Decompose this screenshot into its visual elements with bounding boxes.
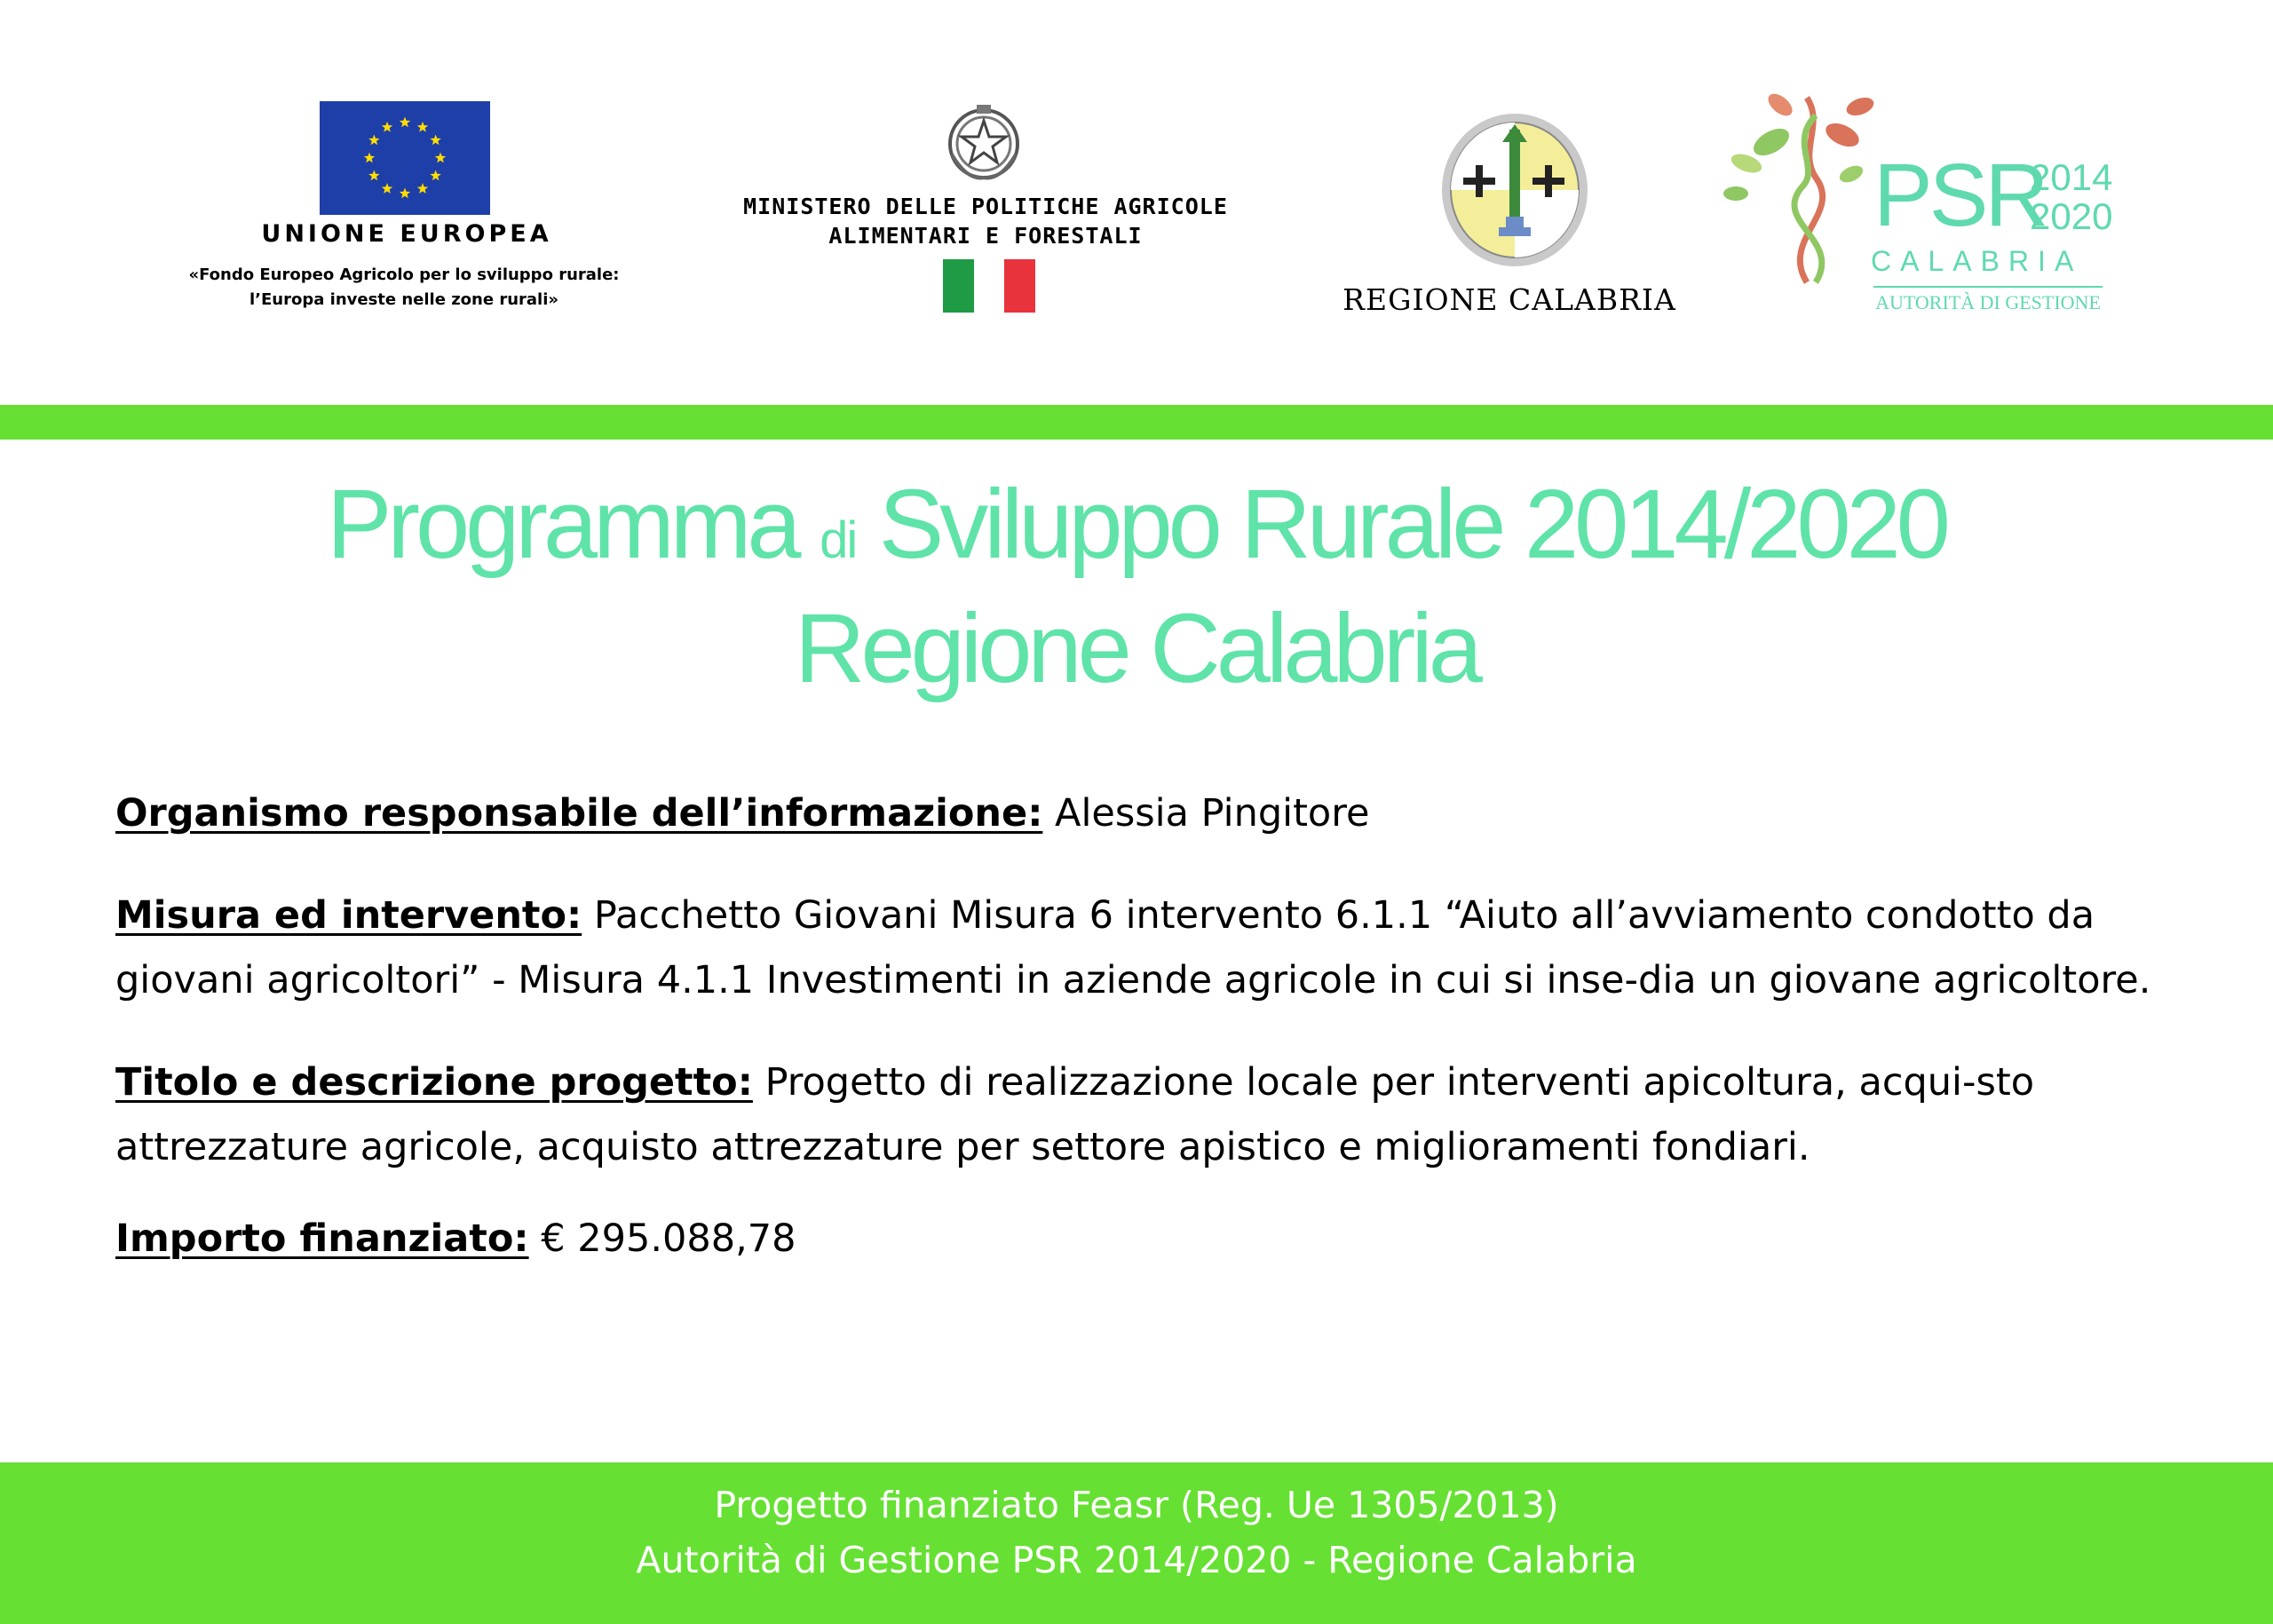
detail-value: Pacchetto Giovani Misura 6 intervento 6.1.1 “Aiuto all’avviamento condotto da giovani agricoltori” - Misura 4.1.1 Investimenti in aziende agricole in cui si inse-dia un giovane agricoltore. [115, 893, 2151, 1002]
eu-motto-line-1: «Fondo Europeo Agricolo per lo sviluppo rurale: [188, 265, 620, 284]
psr-mark: PSR [1873, 146, 2046, 245]
eu-star-icon [435, 153, 446, 163]
region-name: REGIONE CALABRIA [1342, 282, 1676, 317]
eu-star-icon [368, 170, 379, 181]
detail-measure [115, 883, 2158, 1013]
title-line-1 [0, 471, 2273, 595]
footer-line-2: Autorità di Gestione PSR 2014/2020 - Regione Calabria [636, 1539, 1637, 1581]
detail-amount [115, 1207, 2158, 1271]
calabria-crest-icon [1440, 112, 1589, 268]
top-green-band [0, 405, 2273, 440]
psr-authority: AUTORITÀ DI GESTIONE [1875, 291, 2101, 313]
detail-value: € 295.088,78 [528, 1216, 796, 1261]
footer-text [0, 1477, 2273, 1588]
title-part-1: Programma [327, 470, 797, 579]
eu-star-icon [430, 135, 440, 146]
psr-logo [1718, 89, 2144, 329]
detail-responsible-body [115, 781, 2158, 846]
eu-star-icon [382, 122, 392, 132]
eu-star-icon [364, 153, 375, 163]
psr-region: CALABRIA [1871, 245, 2083, 277]
psr-divider [1873, 286, 2103, 288]
page-title [0, 471, 2273, 703]
logo-header [0, 0, 2273, 404]
eu-star-icon [430, 170, 440, 181]
footer-line-1: Progetto finanziato Feasr (Reg. Ue 1305/2013) [714, 1484, 1559, 1526]
detail-label: Misura ed intervento: [115, 893, 582, 938]
italian-flag-white [974, 259, 1005, 313]
eu-star-icon [368, 135, 379, 146]
eu-star-icon [400, 188, 410, 199]
ministry-name-line-2: ALIMENTARI E FORESTALI [828, 223, 1143, 249]
eu-star-icon [382, 183, 392, 194]
detail-value: Alessia Pingitore [1042, 791, 1370, 836]
eu-motto [133, 263, 675, 313]
title-line-2: Regione Calabria [795, 594, 1478, 703]
eu-motto-line-2: l’Europa investe nelle zone rurali» [249, 290, 559, 309]
eu-name: UNIONE EUROPEA [261, 220, 552, 248]
eu-star-icon [400, 117, 410, 128]
ministry-name-line-1: MINISTERO DELLE POLITICHE AGRICOLE [743, 194, 1228, 219]
psr-year-start: 2014 [2030, 156, 2113, 198]
italian-flag-red [1004, 259, 1035, 313]
plant-icon [1718, 89, 1896, 284]
italian-flag-icon [943, 259, 1035, 313]
italian-flag-green [943, 259, 974, 313]
psr-years [2030, 156, 2113, 237]
ministry-name [657, 192, 1314, 250]
title-part-2: Sviluppo Rurale 2014/2020 [878, 470, 1946, 579]
italian-emblem-icon [941, 99, 1026, 185]
detail-value: Progetto di realizzazione locale per interventi apicoltura, acqui-sto attrezzature agricole, acquisto attrezzature per settore apistico e miglioramenti fondiari. [115, 1060, 2035, 1169]
eu-star-icon [417, 183, 428, 194]
title-small-word: di [820, 511, 857, 569]
psr-year-end: 2020 [2030, 195, 2113, 237]
project-details [115, 781, 2158, 1309]
eu-flag-icon [320, 101, 490, 215]
detail-label: Importo finanziato: [115, 1216, 529, 1261]
eu-star-icon [417, 122, 428, 132]
detail-label: Organismo responsabile dell’informazione: [115, 791, 1043, 836]
detail-label: Titolo e descrizione progetto: [115, 1060, 753, 1105]
detail-project-title [115, 1050, 2158, 1180]
